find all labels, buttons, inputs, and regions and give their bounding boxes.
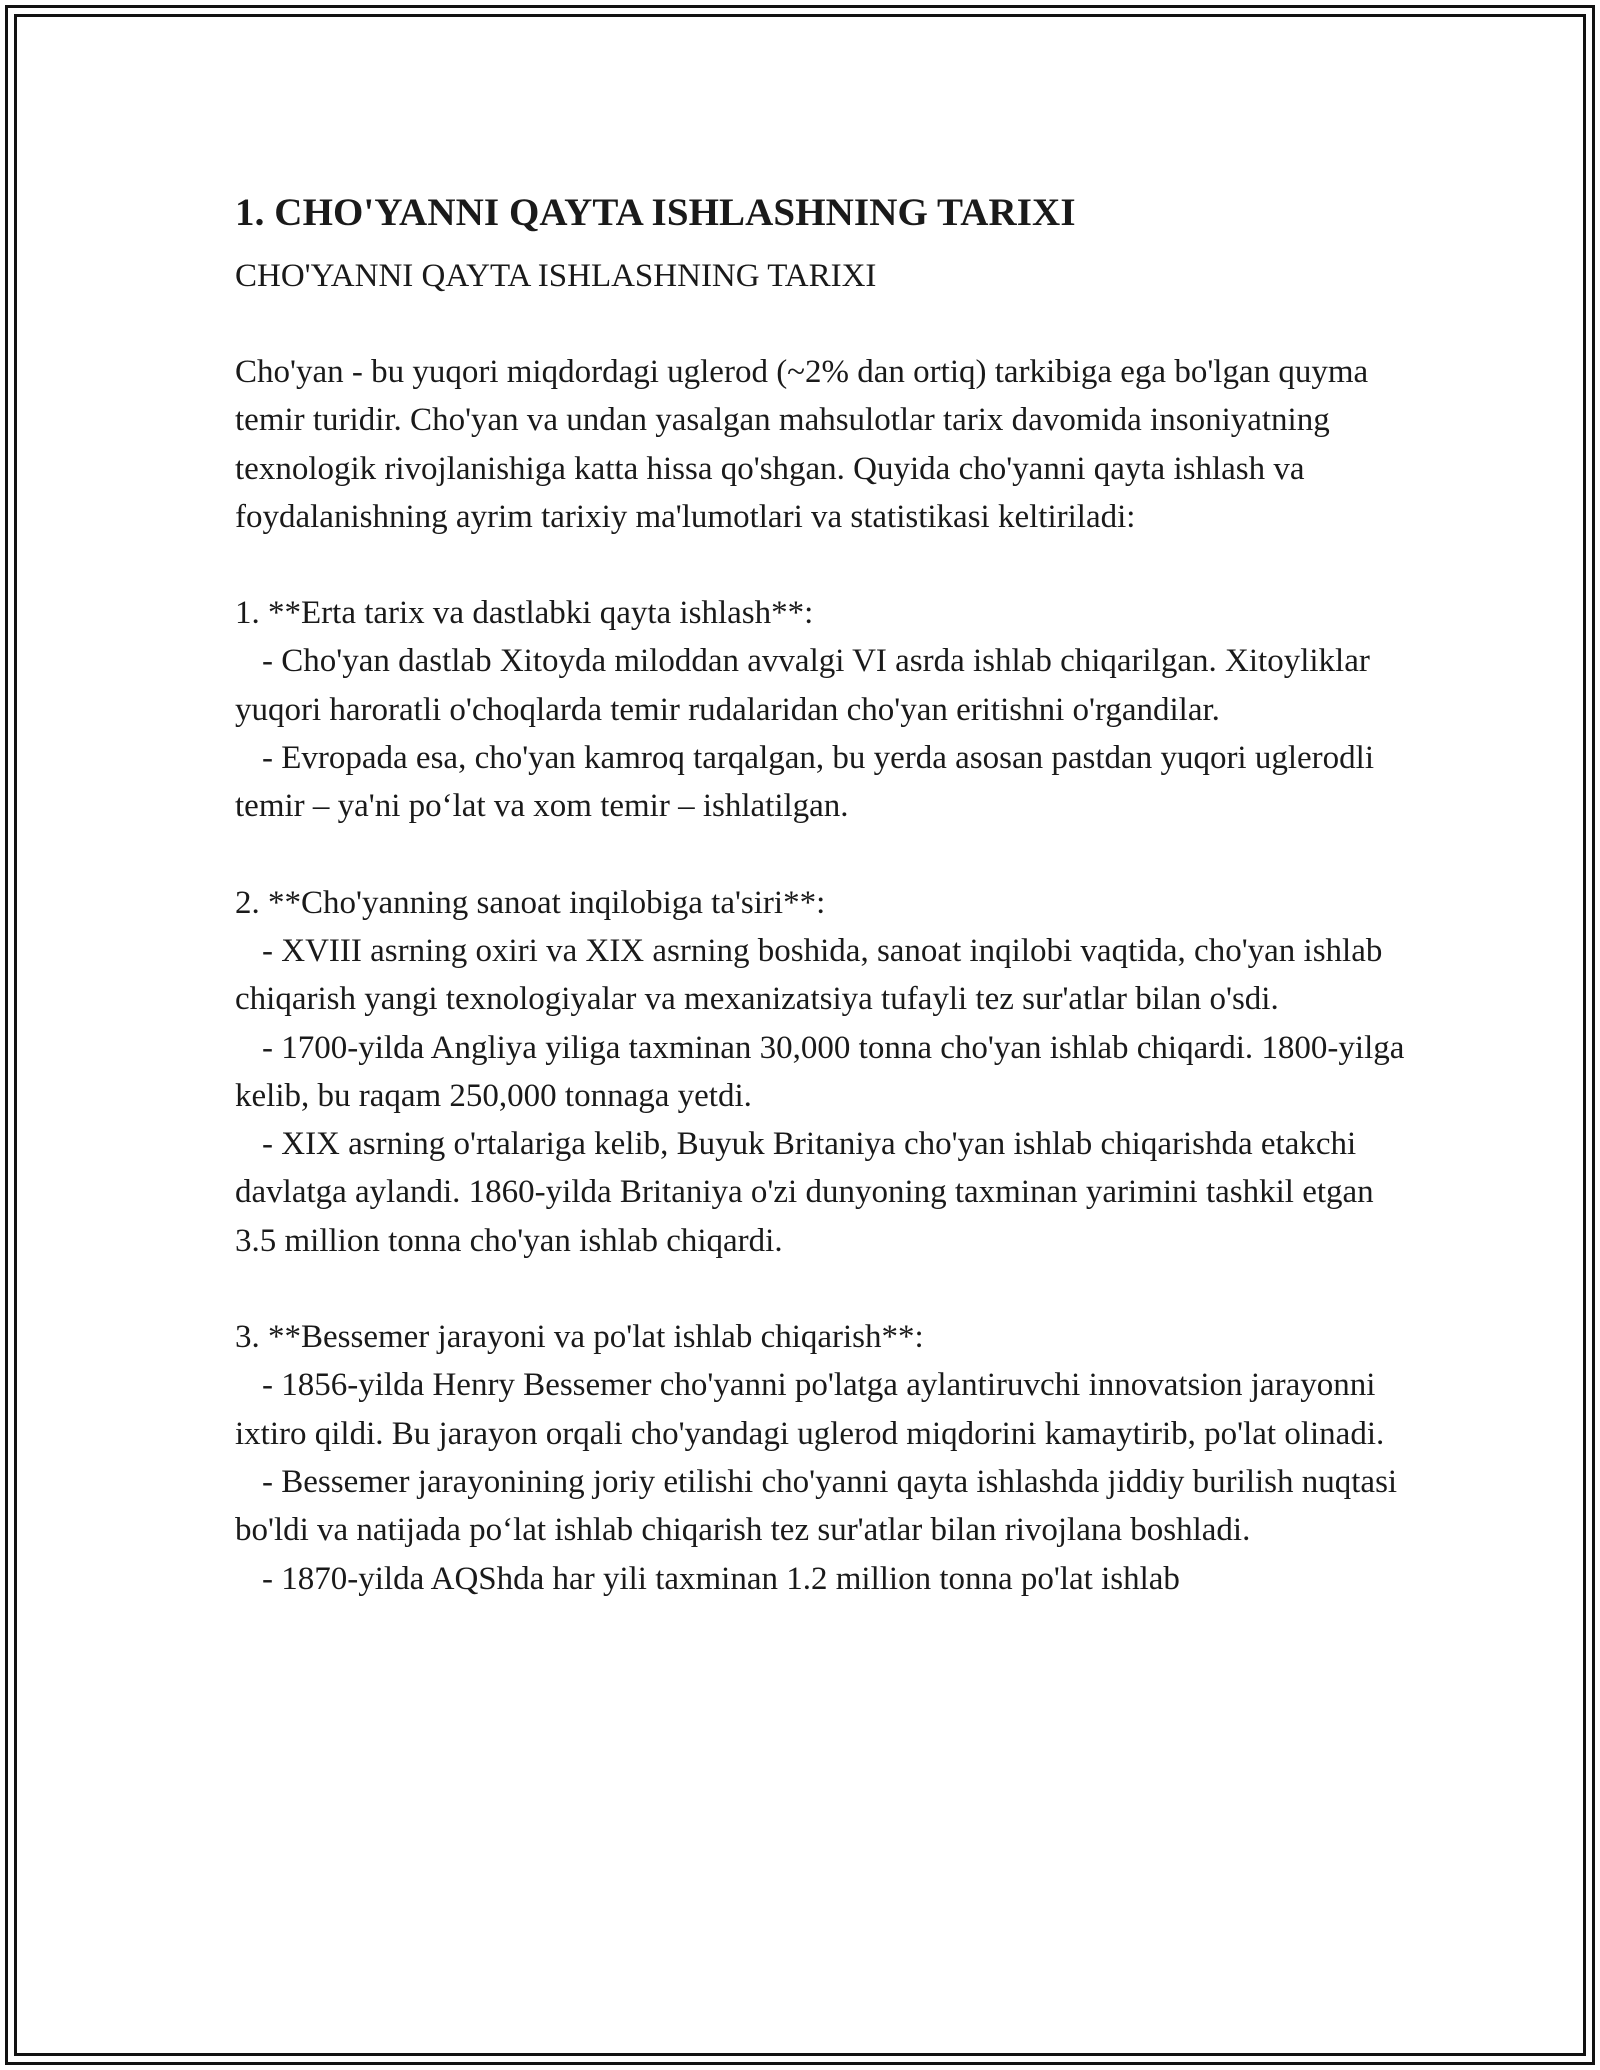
intro-paragraph: Cho'yan - bu yuqori miqdordagi uglerod (~2% dan ortiq) tarkibiga ega bo'lgan quyma temir turidir. Cho'yan va undan yasalgan mahsulotlar tarix davomida insoniyatning texnologik rivojlanishiga katta hissa qo'shgan. Quyida cho'yanni qayta ishlash va foydalanishning ayrim tarixiy ma'lumotlari va statistikasi keltiriladi: xyxy=(235,354,1369,535)
list-item: - Cho'yan dastlab Xitoyda miloddan avvalgi VI asrda ishlab chiqarilgan. Xitoyliklar yuqori haroratli o'choqlarda temir rudalaridan cho'yan eritishni o'rgandilar. xyxy=(235,643,1370,728)
section-title: 2. **Cho'yanning sanoat inqilobiga ta'siri**: xyxy=(235,884,826,921)
list-item: - XVIII asrning oxiri va XIX asrning boshida, sanoat inqilobi vaqtida, cho'yan ishlab chiqarish yangi texnologiyalar va mexanizatsiya tufayli tez sur'atlar bilan o'sdi. xyxy=(235,932,1383,1018)
document-subheading: CHO'YANNI QAYTA ISHLASHNING TARIXI xyxy=(235,258,877,294)
section-industrial-revolution xyxy=(235,879,1405,1265)
list-item: - XIX asrning o'rtalariga kelib, Buyuk Britaniya cho'yan ishlab chiqarishda etakchi davlatga aylandi. 1860-yilda Britaniya o'zi dunyoning taxminan yarimini tashkil etgan 3.5 million tonna cho'yan ishlab chiqardi. xyxy=(235,1126,1374,1259)
section-early-history xyxy=(235,589,1405,830)
list-item: - 1856-yilda Henry Bessemer cho'yanni po'latga aylantiruvchi innovatsion jarayonni ixtiro qildi. Bu jarayon orqali cho'yandagi uglerod miqdorini kamaytirib, po'lat olinadi. xyxy=(235,1367,1385,1452)
document-heading: 1. CHO'YANNI QAYTA ISHLASHNING TARIXI xyxy=(235,191,1076,234)
list-item: - 1700-yilda Angliya yiliga taxminan 30,000 tonna cho'yan ishlab chiqardi. 1800-yilga kelib, bu raqam 250,000 tonnaga yetdi. xyxy=(235,1029,1405,1114)
document-body xyxy=(235,186,1405,1603)
list-item: - Evropada esa, cho'yan kamroq tarqalgan, bu yerda asosan pastdan yuqori uglerodli temir – ya'ni po‘lat va xom temir – ishlatilgan. xyxy=(235,740,1374,825)
section-bessemer-process xyxy=(235,1313,1405,1603)
section-title: 3. **Bessemer jarayoni va po'lat ishlab chiqarish**: xyxy=(235,1319,924,1356)
list-item: - 1870-yilda AQShda har yili taxminan 1.2 million tonna po'lat ishlab xyxy=(262,1560,1180,1597)
section-title: 1. **Erta tarix va dastlabki qayta ishlash**: xyxy=(235,595,814,632)
list-item: - Bessemer jarayonining joriy etilishi cho'yanni qayta ishlashda jiddiy burilish nuqtasi bo'ldi va natijada po‘lat ishlab chiqarish tez sur'atlar bilan rivojlana boshladi. xyxy=(235,1463,1398,1549)
